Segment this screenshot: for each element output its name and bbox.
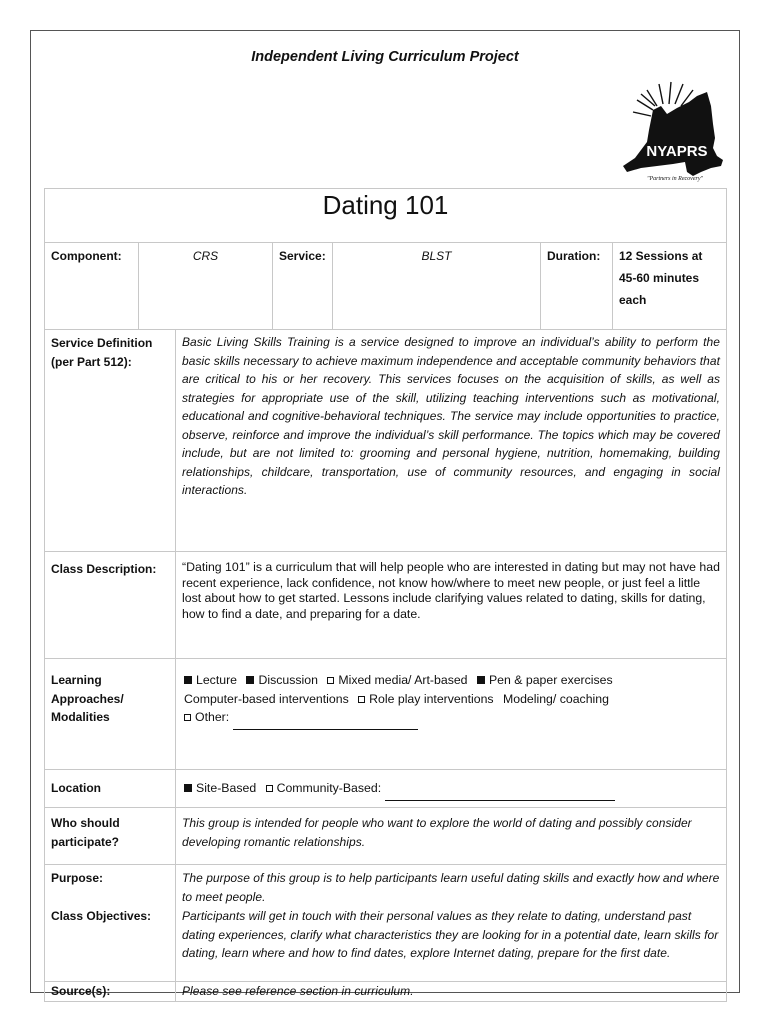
checked-box-icon bbox=[246, 676, 254, 684]
service-label: Service: bbox=[273, 243, 333, 330]
learning-approaches-label: Learning Approaches/ Modalities bbox=[44, 659, 176, 770]
checked-box-icon bbox=[184, 676, 192, 684]
who-should-participate-label: Who should participate? bbox=[44, 808, 176, 865]
option-computer-based[interactable]: Computer-based interventions bbox=[184, 691, 349, 706]
project-title: Independent Living Curriculum Project bbox=[251, 49, 519, 65]
checked-box-icon bbox=[184, 784, 192, 792]
option-community-based[interactable]: Community-Based: bbox=[266, 781, 615, 795]
who-should-participate-text: This group is intended for people who want to explore the world of dating and possibly consider developing romantic relationships. bbox=[176, 808, 727, 865]
component-value: CRS bbox=[139, 243, 273, 330]
purpose-label: Purpose: bbox=[44, 865, 176, 904]
service-value: BLST bbox=[333, 243, 541, 330]
option-modeling[interactable]: Modeling/ coaching bbox=[502, 691, 609, 706]
learning-approaches-options bbox=[176, 659, 727, 770]
ny-state-silhouette bbox=[623, 92, 723, 176]
option-pen-paper[interactable]: Pen & paper exercises bbox=[477, 673, 613, 687]
course-title: Dating 101 bbox=[44, 188, 727, 243]
service-definition-label: Service Definition (per Part 512): bbox=[44, 330, 176, 552]
other-blank-line[interactable] bbox=[233, 710, 418, 730]
class-objectives-label: Class Objectives: bbox=[44, 904, 176, 982]
purpose-text: The purpose of this group is to help participants learn useful dating skills and exactly how and where to meet people. bbox=[176, 865, 727, 904]
option-other[interactable]: Other: bbox=[184, 710, 418, 724]
checked-box-icon bbox=[477, 676, 485, 684]
duration-label: Duration: bbox=[541, 243, 613, 330]
document-page bbox=[30, 30, 740, 998]
community-blank-line[interactable] bbox=[385, 781, 615, 801]
logo-wordmark: NYAPRS bbox=[646, 143, 708, 160]
class-objectives-text: Participants will get in touch with their personal values as they relate to dating, understand past dating experiences, clarify what characteristics they are looking for in a potential date, learn skills for dating, learn where and how to find dates, explore Internet dating, prepare for the first date. bbox=[176, 904, 727, 982]
option-discussion[interactable]: Discussion bbox=[246, 673, 317, 687]
unchecked-box-icon bbox=[358, 696, 365, 703]
unchecked-box-icon bbox=[266, 785, 273, 792]
option-lecture[interactable]: Lecture bbox=[184, 673, 237, 687]
sources-label: Source(s): bbox=[44, 982, 176, 1002]
unchecked-box-icon bbox=[327, 677, 334, 684]
class-description-text: “Dating 101” is a curriculum that will help people who are interested in dating but may not have had recent experience, lack confidence, not know how/where to meet new people, or just feel a little lost about how to get started. Lessons include clarifying values related to dating, skills for dating, how to find a date, and preparing for a date. bbox=[176, 552, 727, 659]
component-label: Component: bbox=[44, 243, 139, 330]
duration-value: 12 Sessions at 45-60 minutes each bbox=[613, 243, 727, 330]
nyaprs-logo bbox=[617, 76, 727, 186]
location-label: Location bbox=[44, 770, 176, 808]
location-options bbox=[176, 770, 727, 808]
option-site-based[interactable]: Site-Based bbox=[184, 781, 256, 795]
option-role-play[interactable]: Role play interventions bbox=[358, 692, 493, 706]
sources-text: Please see reference section in curriculum. bbox=[176, 982, 727, 1002]
logo-tagline: "Partners in Recovery" bbox=[646, 176, 704, 182]
service-definition-text: Basic Living Skills Training is a service designed to improve an individual’s ability to perform the basic skills necessary to achieve maximum independence and acceptable community behaviors that are critical to his or her recovery. This services focuses on the acquisition of skills, as well as strategies for appropriate use of the skill, utilizing teaching interventions such as motivational, educational and cognitive-behavioral techniques. The service may include opportunities to practice, observe, reinforce and improve the individual’s skill performance. The topics which may be covered include, but are not limited to: grooming and personal hygiene, nutrition, homemaking, building relationships, childcare, transportation, use of community resources, and engaging in social interactions. bbox=[176, 330, 727, 552]
unchecked-box-icon bbox=[184, 714, 191, 721]
option-mixed-media[interactable]: Mixed media/ Art-based bbox=[327, 673, 467, 687]
class-description-label: Class Description: bbox=[44, 552, 176, 659]
